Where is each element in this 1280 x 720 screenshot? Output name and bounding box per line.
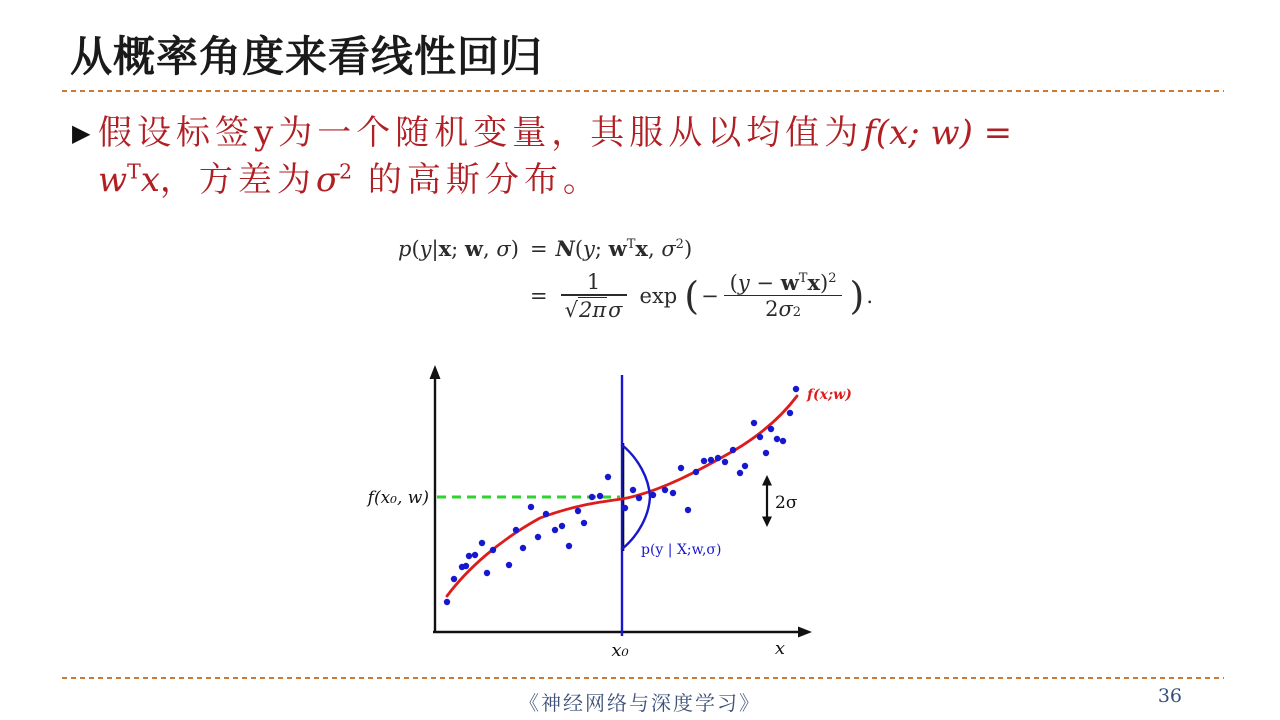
minus-sign: − <box>701 283 719 308</box>
math-segment: T <box>626 237 636 252</box>
sigma-band-label: 2σ <box>775 493 798 513</box>
math-segment: − <box>749 270 781 295</box>
data-point <box>513 527 519 533</box>
math-segment: 2 <box>675 237 684 252</box>
data-point <box>730 447 736 453</box>
math-segment: N <box>555 236 575 261</box>
data-point <box>715 455 721 461</box>
math-segment: ; <box>451 237 465 261</box>
data-point <box>722 459 728 465</box>
math-segment: , <box>647 237 662 261</box>
bullet-sigma: σ <box>315 159 340 200</box>
math-segment: x <box>807 269 820 295</box>
math-segment: ( <box>729 270 738 295</box>
data-point <box>693 469 699 475</box>
sqrt-argument: 2π <box>579 297 607 322</box>
fraction-normalizer <box>561 270 627 322</box>
data-point <box>763 450 769 456</box>
sigma-arrow-top <box>762 475 772 486</box>
y-value-label: f(x₀, w) <box>367 488 429 508</box>
math-segment: ) <box>510 237 519 261</box>
fraction-1-denominator <box>561 296 627 322</box>
data-point <box>451 576 457 582</box>
data-point <box>528 504 534 510</box>
math-segment: y <box>737 270 750 295</box>
math-segment: , <box>482 237 497 261</box>
formula-block <box>398 236 873 322</box>
data-point <box>678 465 684 471</box>
bullet-triangle-icon: ▶ <box>72 119 91 147</box>
bottom-divider <box>62 677 1224 679</box>
period: . <box>866 283 873 308</box>
exp-operator: exp <box>639 283 678 308</box>
math-segment: σ <box>661 237 676 261</box>
data-point <box>472 552 478 558</box>
data-point <box>670 490 676 496</box>
fraction-2-denominator <box>761 296 805 321</box>
math-segment: p <box>398 237 412 261</box>
bullet-sigma-sup: 2 <box>339 159 353 184</box>
data-point <box>701 458 707 464</box>
data-point <box>479 540 485 546</box>
data-point <box>708 457 714 463</box>
data-point <box>484 570 490 576</box>
sqrt-symbol: √ <box>564 297 578 322</box>
math-segment: w <box>464 236 483 261</box>
math-segment: T <box>798 270 808 286</box>
regression-figure <box>330 355 860 665</box>
data-point <box>520 545 526 551</box>
fraction-1-numerator: 1 <box>586 270 601 294</box>
math-segment: | <box>431 237 439 261</box>
math-segment: 2 <box>828 270 837 286</box>
formula-line-2 <box>522 270 873 322</box>
bullet-math-w-sup: T <box>127 159 141 184</box>
page-title: 从概率角度来看线性回归 <box>70 33 544 80</box>
data-point <box>490 547 496 553</box>
data-point <box>757 434 763 440</box>
data-point <box>622 505 628 511</box>
denominator-sigma: σ <box>608 297 623 322</box>
data-point <box>605 474 611 480</box>
bullet-item <box>72 110 1208 204</box>
data-point <box>506 562 512 568</box>
data-point <box>597 493 603 499</box>
left-paren: ( <box>684 273 700 318</box>
math-segment: ; <box>594 237 609 261</box>
equals-sign-2: = <box>530 283 548 308</box>
math-segment: 2 <box>765 297 779 322</box>
fraction-2-numerator <box>724 271 843 295</box>
math-segment: x <box>438 236 452 261</box>
bullet-math-f: f(x; w) = <box>863 113 1013 153</box>
equals-sign-1: = <box>530 237 548 261</box>
data-point <box>559 523 565 529</box>
data-point <box>552 527 558 533</box>
data-point <box>737 470 743 476</box>
math-segment: σ <box>778 297 793 322</box>
data-point <box>768 426 774 432</box>
math-segment: y <box>419 237 432 261</box>
formula-rhs-1 <box>556 236 693 261</box>
data-point <box>543 511 549 517</box>
data-point <box>630 487 636 493</box>
math-segment: ) <box>820 270 829 295</box>
sigma-arrow-bottom <box>762 517 772 528</box>
data-point <box>780 438 786 444</box>
math-segment: σ <box>496 237 511 261</box>
data-point <box>636 495 642 501</box>
formula-lhs <box>398 236 522 261</box>
math-segment: ) <box>683 237 693 261</box>
data-point <box>742 463 748 469</box>
data-point <box>787 410 793 416</box>
distribution-label: p(y | X;w,σ) <box>641 542 722 558</box>
math-segment: ( <box>411 237 420 261</box>
right-paren: ) <box>849 273 865 318</box>
math-segment: 2 <box>792 305 802 321</box>
math-segment: w <box>608 236 627 261</box>
fraction-exponent <box>724 271 843 322</box>
data-point <box>589 494 595 500</box>
math-segment: y <box>583 237 595 261</box>
data-point <box>566 543 572 549</box>
curve-label: f(x;w) <box>807 387 852 403</box>
data-point <box>774 436 780 442</box>
x0-tick-label: x₀ <box>611 640 629 661</box>
data-point <box>685 507 691 513</box>
bullet-math-x: x <box>140 159 160 200</box>
formula-line-1 <box>398 236 873 261</box>
x-axis-arrowhead <box>798 627 812 638</box>
x-axis-label: x <box>774 638 786 659</box>
data-point <box>444 599 450 605</box>
y-axis-arrowhead <box>430 365 441 379</box>
bullet-text-1: 假设标签y为一个随机变量，其服从以均值为 <box>98 113 864 153</box>
bullet-text-3: 的高斯分布。 <box>352 159 602 200</box>
data-point <box>463 563 469 569</box>
data-point <box>466 553 472 559</box>
data-point <box>535 534 541 540</box>
math-segment: w <box>780 269 799 295</box>
footer-course-title: 《神经网络与深度学习》 <box>519 691 761 715</box>
math-segment: ( <box>574 237 584 261</box>
data-point <box>575 508 581 514</box>
page-number: 36 <box>1157 685 1182 707</box>
top-divider <box>62 90 1224 92</box>
data-point <box>650 492 656 498</box>
bullet-math-w: w <box>98 159 128 200</box>
data-point <box>751 420 757 426</box>
math-segment: x <box>635 236 648 261</box>
data-point <box>793 386 799 392</box>
bullet-text-2: ，方差为 <box>159 159 316 200</box>
data-point <box>581 520 587 526</box>
data-point <box>662 487 668 493</box>
